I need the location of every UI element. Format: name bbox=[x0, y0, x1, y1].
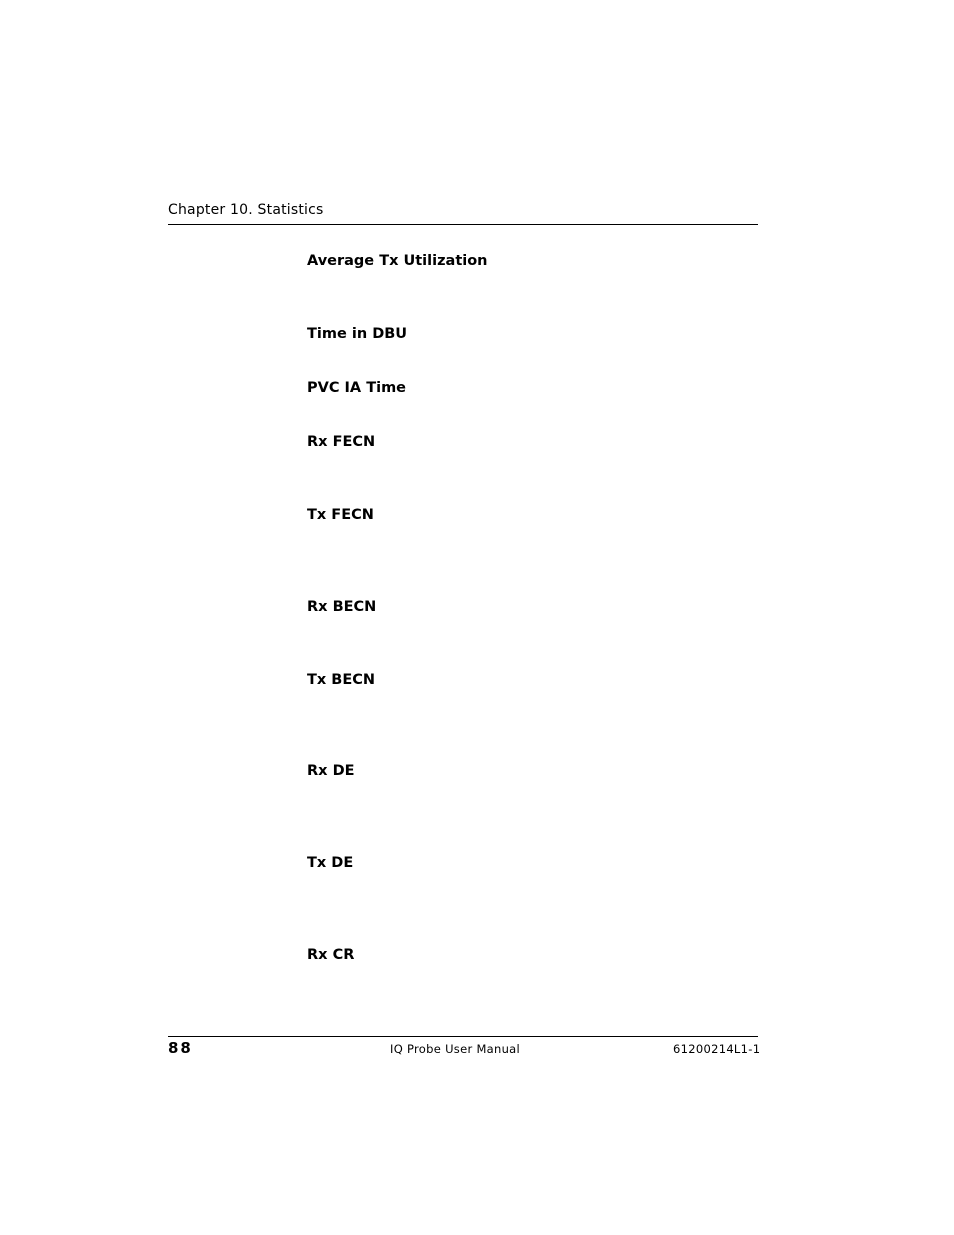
footer-divider bbox=[168, 1036, 758, 1037]
page-number: 88 bbox=[168, 1039, 193, 1057]
running-header: Chapter 10. Statistics bbox=[168, 202, 324, 218]
header-divider bbox=[168, 224, 758, 225]
term-pvc-ia-time: PVC IA Time bbox=[307, 380, 407, 396]
term-average-tx-utilization: Average Tx Utilization bbox=[307, 253, 488, 269]
term-tx-de: Tx DE bbox=[307, 855, 354, 871]
term-tx-fecn: Tx FECN bbox=[307, 507, 374, 523]
document-number: 61200214L1-1 bbox=[673, 1042, 761, 1056]
term-rx-fecn: Rx FECN bbox=[307, 434, 376, 450]
term-rx-de: Rx DE bbox=[307, 763, 355, 779]
term-tx-becn: Tx BECN bbox=[307, 672, 376, 688]
term-rx-cr: Rx CR bbox=[307, 947, 355, 963]
manual-title: IQ Probe User Manual bbox=[390, 1042, 521, 1056]
term-time-in-dbu: Time in DBU bbox=[307, 326, 408, 342]
term-rx-becn: Rx BECN bbox=[307, 599, 377, 615]
